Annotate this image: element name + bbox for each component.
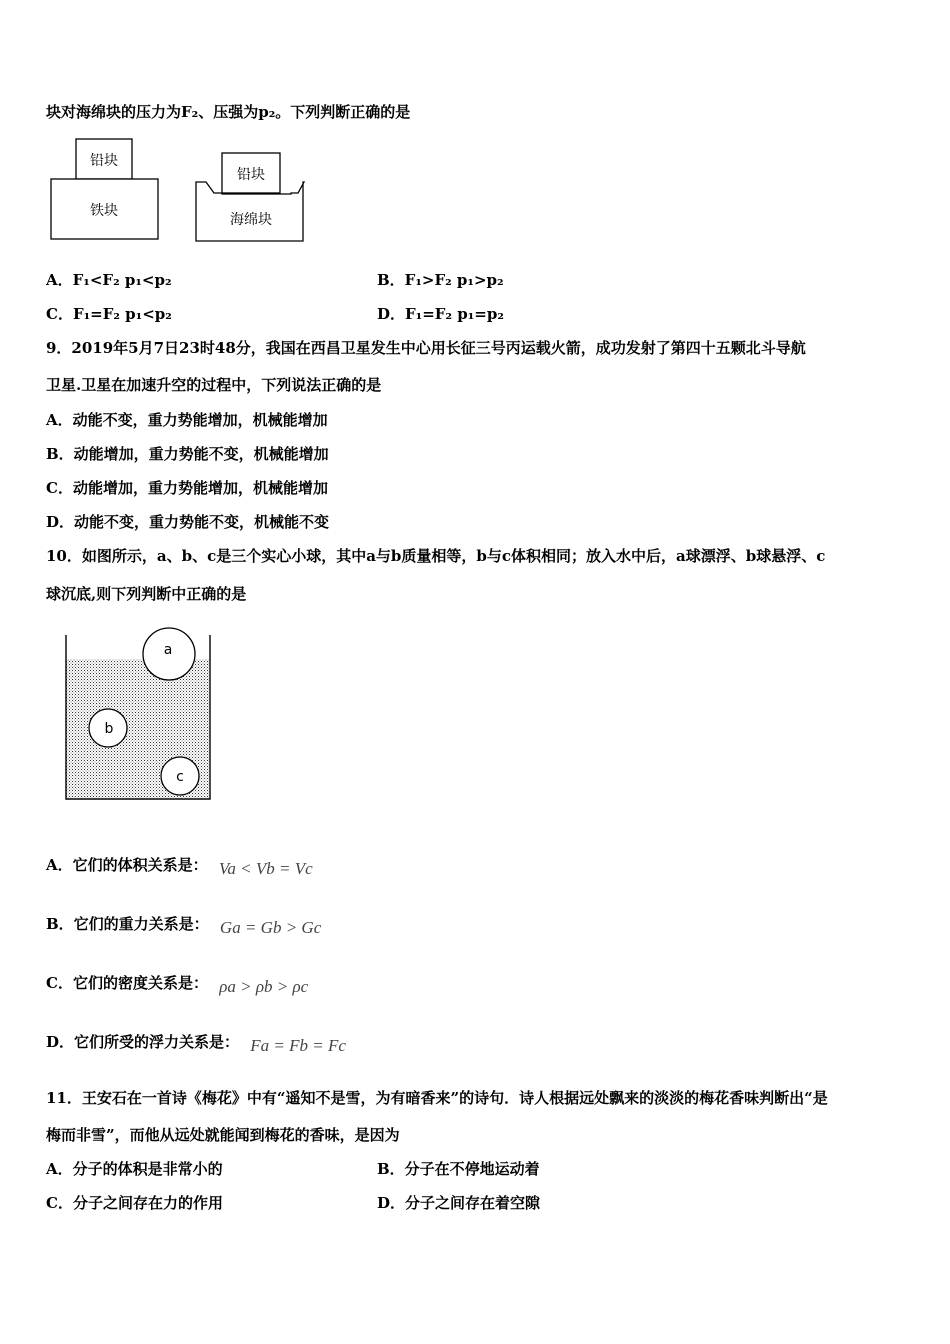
iron-block-label: 铁块 bbox=[90, 203, 118, 219]
q10-option-b[interactable]: B．它们的重力关系是： Ga = Gb > Gc bbox=[46, 915, 322, 937]
q8-option-a[interactable]: A．F₁<F₂ p₁<p₂ bbox=[46, 271, 172, 289]
ball-c bbox=[161, 757, 199, 795]
q11-stem-line1: 11．王安石在一首诗《梅花》中有“遥知不是雪，为有暗香来”的诗句．诗人根据远处飘来的淡淡的梅花香味判断出“是 bbox=[46, 1089, 828, 1107]
q9-stem-line1: 9．2019年5月7日23时48分，我国在西昌卫星发生中心用长征三号丙运载火箭，成功发射了第四十五颗北斗导航 bbox=[46, 339, 806, 357]
q10-option-d[interactable]: D．它们所受的浮力关系是： Fa = Fb = Fc bbox=[46, 1033, 346, 1055]
q9-option-a[interactable]: A．动能不变，重力势能增加，机械能增加 bbox=[46, 411, 328, 429]
q11-stem-line2: 梅而非雪”，而他从远处就能闻到梅花的香味，是因为 bbox=[46, 1126, 400, 1144]
svg-text:b: b bbox=[104, 721, 114, 737]
q9-stem-line2: 卫星.卫星在加速升空的过程中，下列说法正确的是 bbox=[46, 376, 382, 394]
q9-option-c[interactable]: C．动能增加，重力势能增加，机械能增加 bbox=[46, 479, 328, 497]
density-formula: ρa > ρb > ρc bbox=[219, 977, 309, 996]
lead-on-sponge-figure bbox=[196, 153, 304, 241]
q11-option-a[interactable]: A．分子的体积是非常小的 bbox=[46, 1160, 223, 1178]
ball-b bbox=[89, 709, 127, 747]
q8-option-d[interactable]: D．F₁=F₂ p₁=p₂ bbox=[377, 305, 504, 323]
q8-figure bbox=[46, 135, 316, 247]
q10-stem-line2: 球沉底,则下列判断中正确的是 bbox=[46, 585, 247, 603]
lead-on-iron-figure bbox=[51, 139, 158, 239]
q11-option-b[interactable]: B．分子在不停地运动着 bbox=[377, 1160, 540, 1178]
lead-block-label-1: 铅块 bbox=[90, 153, 118, 169]
ball-a bbox=[143, 628, 195, 680]
q9-option-b[interactable]: B．动能增加，重力势能不变，机械能增加 bbox=[46, 445, 329, 463]
svg-text:a: a bbox=[163, 642, 173, 658]
buoyancy-formula: Fa = Fb = Fc bbox=[250, 1036, 346, 1055]
gravity-formula: Ga = Gb > Gc bbox=[219, 918, 322, 937]
q9-option-d[interactable]: D．动能不变，重力势能不变，机械能不变 bbox=[46, 513, 330, 531]
q10-option-a[interactable]: A．它们的体积关系是： Va < Vb = Vc bbox=[46, 856, 313, 878]
volume-formula: Va < Vb = Vc bbox=[218, 859, 313, 878]
q8-option-c[interactable]: C．F₁=F₂ p₁<p₂ bbox=[46, 305, 172, 323]
q11-option-d[interactable]: D．分子之间存在着空隙 bbox=[377, 1194, 541, 1212]
q10-beaker-figure bbox=[60, 625, 220, 805]
q10-stem-line1: 10．如图所示，a、b、c是三个实心小球，其中a与b质量相等，b与c体积相同；放入水中后，a球漂浮、b球悬浮、c bbox=[46, 547, 826, 565]
sponge-block-label: 海绵块 bbox=[230, 212, 272, 228]
q10-option-c[interactable]: C．它们的密度关系是： ρa > ρb > ρc bbox=[46, 974, 309, 996]
q8-option-b[interactable]: B．F₁>F₂ p₁>p₂ bbox=[377, 271, 504, 289]
svg-text:c: c bbox=[176, 769, 184, 785]
q8-stem-tail: 块对海绵块的压力为F₂、压强为p₂。下列判断正确的是 bbox=[46, 103, 411, 121]
lead-block-label-2: 铅块 bbox=[237, 167, 265, 183]
q11-option-c[interactable]: C．分子之间存在力的作用 bbox=[46, 1194, 223, 1212]
